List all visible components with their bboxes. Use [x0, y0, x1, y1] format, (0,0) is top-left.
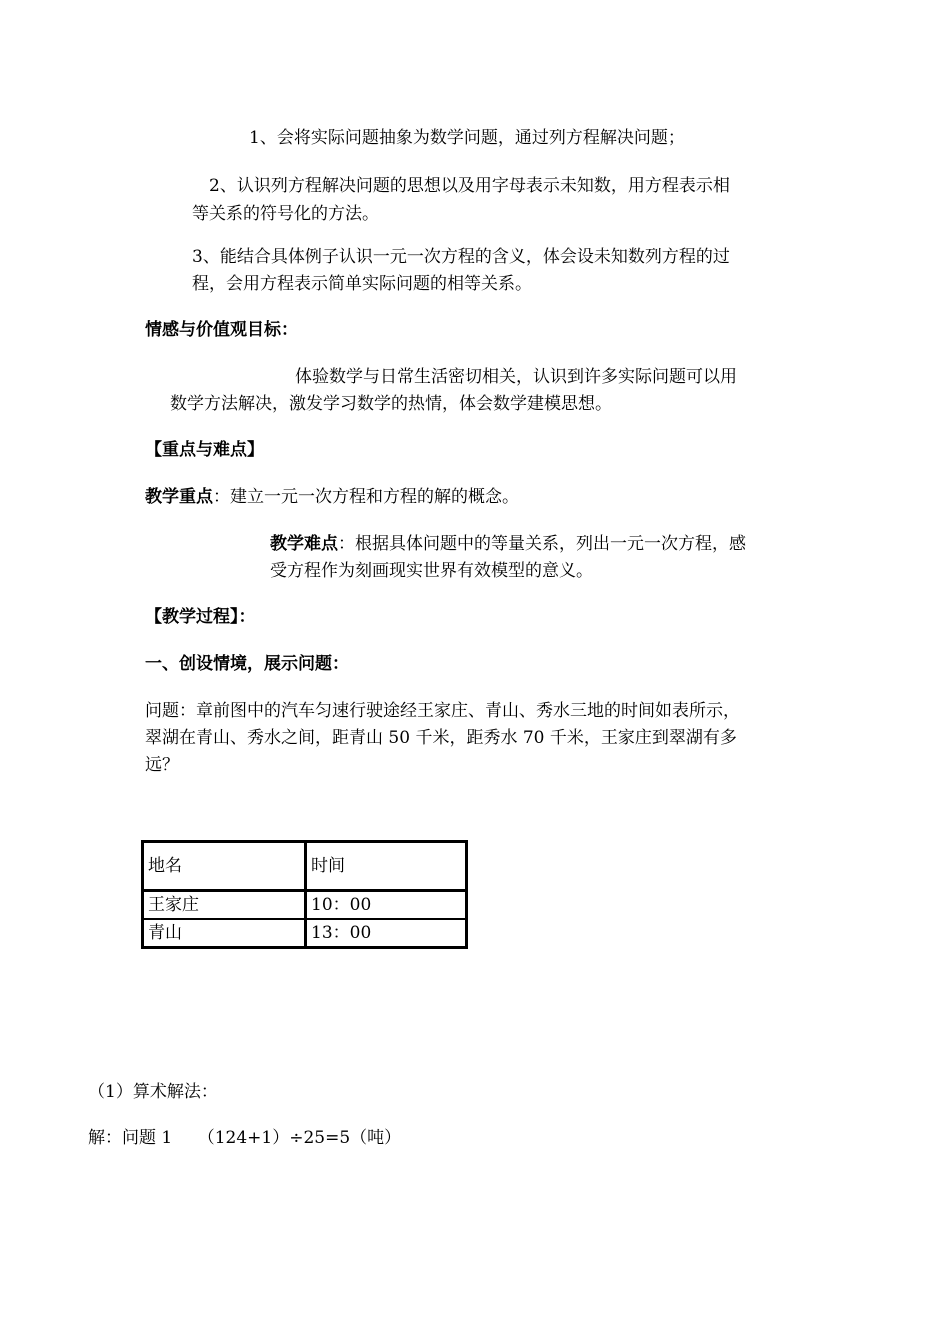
- emotion-heading: 情感与价值观目标：: [145, 320, 298, 340]
- table-row: [143, 891, 466, 919]
- teaching-difficulty-line-2: 受方程作为刻画现实世界有效模型的意义。: [270, 561, 593, 581]
- problem-line-2: 翠湖在青山、秀水之间，距青山 50 千米，距秀水 70 千米，王家庄到翠湖有多: [145, 728, 737, 748]
- emotion-line-2: 数学方法解决，激发学习数学的热情，体会数学建模思想。: [170, 394, 612, 414]
- objective-2-line-2: 等关系的符号化的方法。: [192, 204, 379, 224]
- table-cell-place: 王家庄: [143, 891, 306, 919]
- objective-1: 1、会将实际问题抽象为数学问题，通过列方程解决问题；: [249, 128, 685, 148]
- table-header-place: 地名: [143, 842, 306, 891]
- problem-line-3: 远？: [145, 755, 179, 775]
- teaching-focus: [145, 483, 519, 511]
- table-header-row: [143, 842, 466, 891]
- teaching-difficulty: [270, 530, 746, 558]
- section-1-heading: 一、创设情境，展示问题：: [145, 654, 349, 674]
- objective-3-line-1: 3、能结合具体例子认识一元一次方程的含义，体会设未知数列方程的过: [192, 247, 730, 267]
- method-heading: （1）算术解法：: [88, 1082, 218, 1102]
- table-cell-time: 13：00: [306, 919, 466, 947]
- objective-2-line-1: 2、认识列方程解决问题的思想以及用字母表示未知数，用方程表示相: [209, 176, 730, 196]
- table-cell-place: 青山: [143, 919, 306, 947]
- process-heading: 【教学过程】：: [145, 607, 256, 627]
- table-row: [143, 919, 466, 947]
- objective-3-line-2: 程，会用方程表示简单实际问题的相等关系。: [192, 274, 532, 294]
- time-table: [141, 840, 468, 949]
- teaching-difficulty-label: 教学难点: [270, 534, 338, 554]
- table-cell-time: 10：00: [306, 891, 466, 919]
- solution-answer: 解：问题 1 （124+1）÷25=5（吨）: [88, 1128, 402, 1148]
- teaching-focus-label: 教学重点: [145, 487, 213, 507]
- table-header-time: 时间: [306, 842, 466, 891]
- problem-line-1: 问题：章前图中的汽车匀速行驶途经王家庄、青山、秀水三地的时间如表所示，: [145, 701, 740, 721]
- teaching-focus-text: ：建立一元一次方程和方程的解的概念。: [213, 487, 519, 507]
- emotion-line-1: 体验数学与日常生活密切相关，认识到许多实际问题可以用: [295, 367, 737, 387]
- teaching-difficulty-text: ：根据具体问题中的等量关系，列出一元一次方程，感: [338, 534, 746, 554]
- keypoints-heading: 【重点与难点】: [145, 440, 264, 460]
